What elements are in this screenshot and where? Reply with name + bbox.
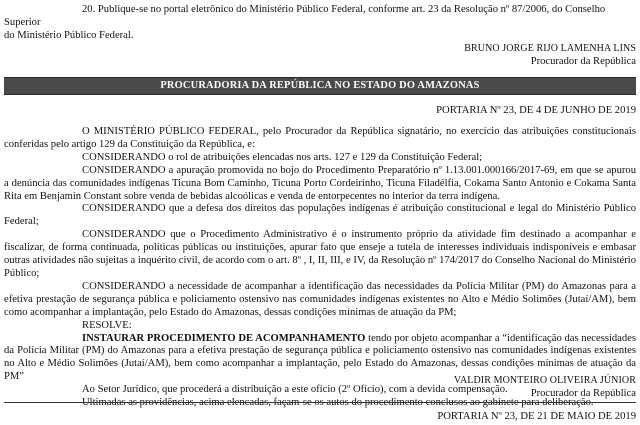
section-header-text: PROCURADORIA DA REPÚBLICA NO ESTADO DO AMAZONAS (160, 80, 480, 91)
previous-signer-title: Procurador da República (530, 55, 636, 67)
paragraph-considerando-2: CONSIDERANDO a apuração promovida no bojo do Procedimento Preparatório nº 1.13.001.000166/2017-69, em que se apurou a denúncia das comunidades indígenas Ticuna Bom Caminho, Ticuna Porto Cordeirinho, Ticuna Filadélfia, Cokama Santo Antonio e Cokama Santa Rita em Benjamin Constant sobre venda de bebidas alcoólicas e venda de entorpecentes no interior da terra indígena. (4, 164, 636, 202)
paragraph-intro: O MINISTÉRIO PÚBLICO FEDERAL, pelo Procurador da República signatário, no exercício das atribuições constitucionais conferidas pelo artigo 129 da Constituição da República, e: (4, 126, 636, 150)
portaria-2-title-block (4, 411, 636, 424)
section-header-banner (4, 77, 636, 95)
paragraph-considerando-1: CONSIDERANDO o rol de atribuições elencadas nos arts. 127 e 129 da Constituição Federal; (82, 151, 483, 163)
portaria-2-title: PORTARIA Nº 23, DE 21 DE MAIO DE 2019 (437, 411, 636, 422)
paragraph-considerando-5: CONSIDERANDO a necessidade de acompanhar a identificação das necessidades da Polícia Militar (PM) do Amazonas para a efetiva prestação de segurança pública e policiamento ostensivo nas comunidades indígenas existentes no Alto e Médio Solimões (Jutaí/AM), bem como acompanhar a implantação, pelo Estado do Amazonas, dessas condições mínimas de atuação da PM; (4, 280, 636, 318)
portaria-1-signer-title: Procurador da República (530, 387, 636, 399)
portaria-1-signature (4, 375, 636, 401)
item-20-line-1: 20. Publique-se no portal eletrônico do Ministério Público Federal, conforme art. 23 da Resolução nº 87/2006, do Conselho Superior (4, 4, 606, 28)
instaurar-bold-lead: INSTAURAR PROCEDIMENTO DE ACOMPANHAMENTO (82, 332, 366, 344)
portaria-1-title: PORTARIA Nº 23, DE 4 DE JUNHO DE 2019 (436, 105, 636, 116)
paragraph-considerando-4: CONSIDERANDO que o Procedimento Administrativo é o instrumento próprio da atividade fim destinado a acompanhar e fiscalizar, de forma continuada, políticas públicas ou instituições, apurar fato que enseje a tutela de interesses individuais indisponíveis e embasar outras atividades não sujeitas a inquérito civil, de acordo com o art. 8º , I, II, III, e IV, da Resolução nº 174/2017 do Conselho Nacional do Ministério Público; (4, 229, 636, 279)
paragraph-considerando-3: CONSIDERANDO que a defesa dos direitos das populações indígenas é atribuição constitucional e legal do Ministério Público Federal; (4, 203, 636, 228)
portaria-1-body (4, 126, 636, 410)
section-divider (4, 402, 636, 403)
previous-signature (4, 43, 636, 69)
paragraph-resolve: RESOLVE: (82, 319, 132, 331)
instaurar-rest: tendo por objeto acompanhar a “identificação das necessidades da Polícia Militar (PM) do Amazonas para a efetiva prestação de segurança pública e policiamento ostensivo nas comunidades indígenas existentes no Alto e Médio Solimões (Jutaí/AM), bem como acompanhar a implantação, pelo Estado do Amazonas, dessas condições mínimas de atuação da PM” (4, 332, 637, 383)
portaria-1-title-block (4, 105, 636, 118)
previous-portaria-tail (4, 4, 636, 43)
item-20-line-2: do Ministério Público Federal. (4, 29, 134, 41)
paragraph-ultimadas: Ultimadas as providências, acima elencadas, façam-se os autos do procedimento conclusos ao gabinete para deliberação. (82, 397, 594, 409)
paragraph-setor-juridico: Ao Setor Jurídico, que procederá a distribuição a este ofício (2º Ofício), com a devida compensação. (82, 384, 508, 396)
previous-signer-name: BRUNO JORGE RIJO LAMENHA LINS (464, 43, 636, 54)
portaria-1-signer-name: VALDIR MONTEIRO OLIVEIRA JÚNIOR (453, 375, 636, 386)
